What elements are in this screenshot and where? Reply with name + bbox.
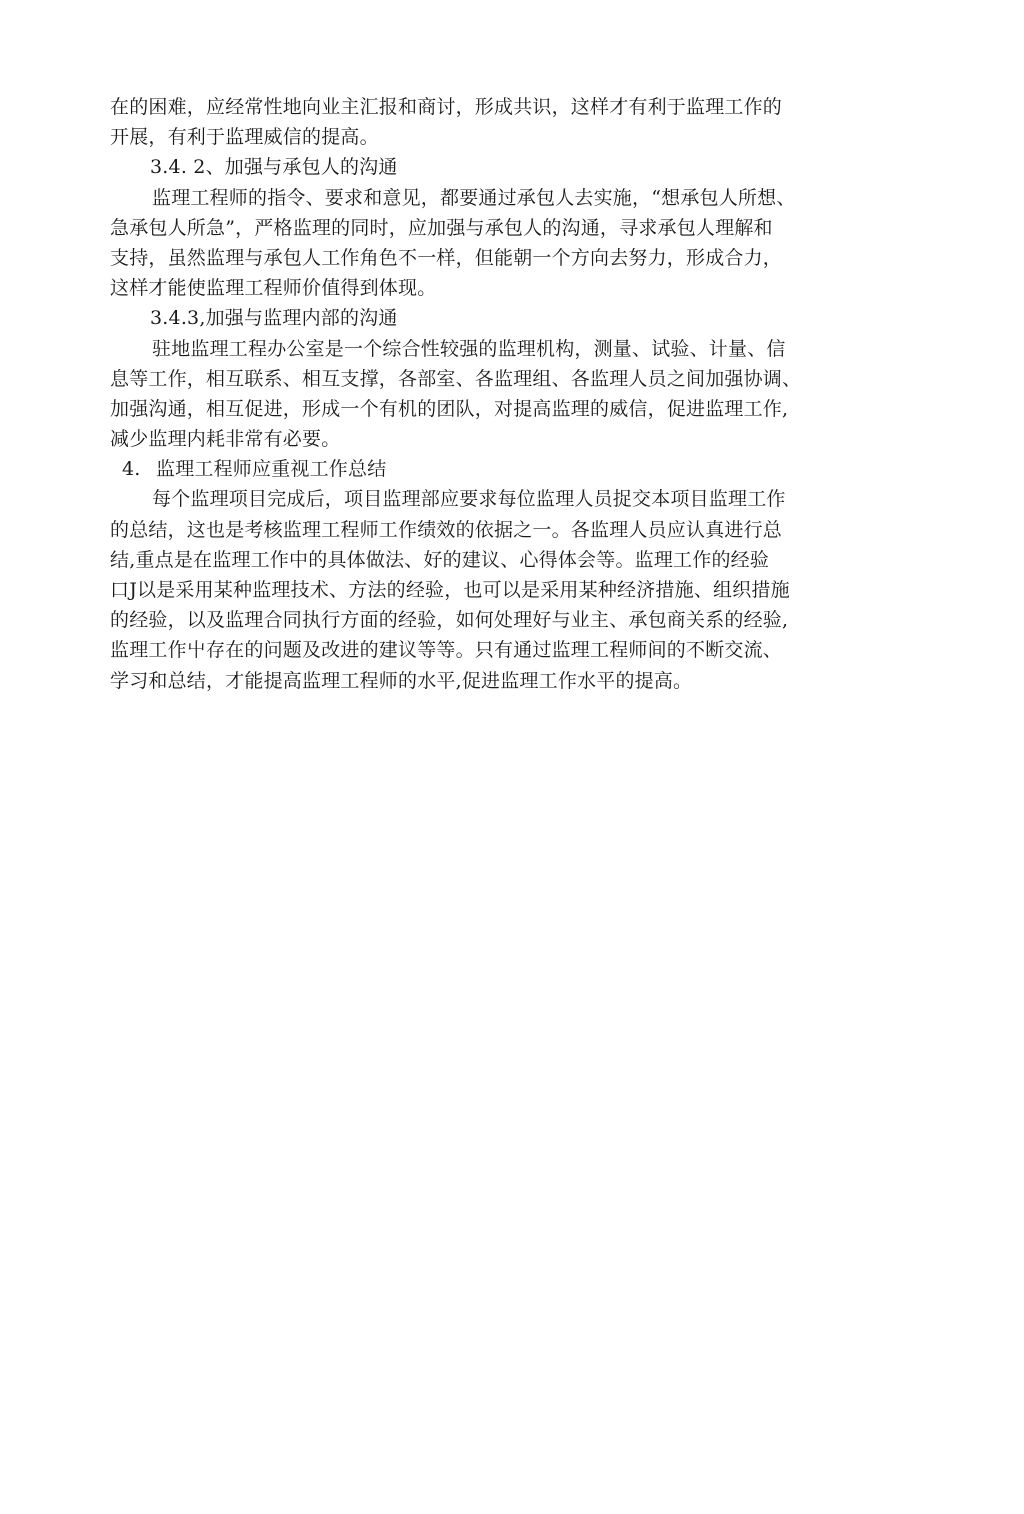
section-heading-4 [110,454,870,484]
text-line: 驻地监理工程办公室是一个综合性较强的监理机构，测量、试验、计量、信 [152,337,786,360]
section-title: 监理工程师应重视工作总结 [156,458,387,481]
section-heading-3-4-2: 3.4. 2、加强与承包人的沟通 [150,156,398,179]
text-line: 加强沟通，相互促进，形成一个有机的团队，对提高监理的威信，促进监理工作, [110,397,789,420]
text-line: 开展，有利于监理威信的提高。 [110,126,379,149]
text-line: 的总结，这也是考核监理工程师工作绩效的依据之一。各监理人员应认真进行总 [110,518,783,541]
text-line: 减少监理内耗非常有必要。 [110,428,341,451]
text-line: 在的困难，应经常性地向业主汇报和商讨，形成共识，这样才有利于监理工作的 [110,96,783,118]
section-heading-3-4-3: 3.4.3,加强与监理内部的沟通 [150,307,398,330]
text-line: 息等工作，相互联系、相互支撑，各部室、各监理组、各监理人员之间加强协调、 [110,367,802,390]
section-number: 4. [122,458,141,481]
text-line: 监理工程师的指令、要求和意见，都要通过承包人去实施，“想承包人所想、 [152,186,796,209]
text-line: 结,重点是在监理工作中的具体做法、好的建议、心得体会等。监理工作的经验 [110,548,770,571]
text-line: 学习和总结，才能提高监理工程师的水平,促进监理工作水平的提高。 [110,669,693,692]
text-line: 支持，虽然监理与承包人工作角色不一样，但能朝一个方向去努力，形成合力， [110,246,783,269]
text-line: 每个监理项目完成后，项目监理部应要求每位监理人员捉交本项目监理工作 [152,488,786,511]
document-body [110,92,870,696]
text-line: 的经验，以及监理合同执行方面的经验，如何处理好与业主、承包商关系的经验, [110,609,789,632]
text-line: 这样才能使监理工程师价值得到体现。 [110,277,437,300]
text-line: 口J以是采用某种监理技术、方法的经验，也可以是采用某种经济措施、组织措施 [110,579,790,601]
text-line: 监理工作屮存在的问题及改进的建议等等。只有通过监理工程师间的不断交流、 [110,639,783,662]
text-line: 急承包人所急”，严格监理的同时，应加强与承包人的沟通，寻求承包人理解和 [110,216,773,239]
